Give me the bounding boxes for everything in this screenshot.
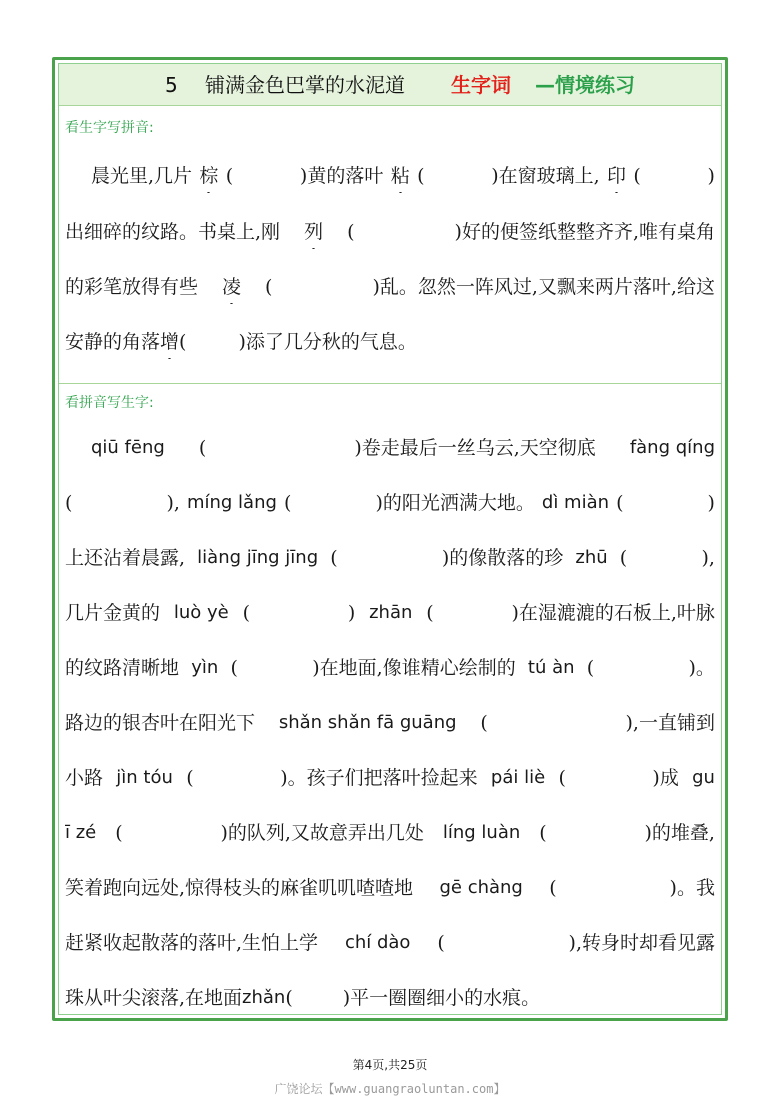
watermark-text: 广饶论坛【www.guangraoluntan.com】 bbox=[274, 1082, 506, 1096]
text-line bbox=[65, 926, 715, 960]
passage-text: )。我 bbox=[669, 877, 715, 899]
worksheet-header bbox=[59, 64, 721, 106]
passage-text: ( bbox=[330, 547, 338, 569]
passage-text: )。 bbox=[688, 657, 715, 679]
pinyin-text: fàng qíng bbox=[629, 437, 715, 458]
passage-text: ),一直铺到 bbox=[625, 712, 715, 734]
worksheet-frame bbox=[52, 57, 728, 1021]
text-line bbox=[65, 541, 715, 575]
tag-context-practice: —情境练习 bbox=[535, 73, 635, 97]
passage-text: ( bbox=[230, 657, 238, 679]
passage-text: ( bbox=[586, 657, 595, 679]
passage-text: 小路 bbox=[65, 767, 104, 789]
passage-text: ( bbox=[179, 331, 187, 353]
section-divider bbox=[59, 383, 721, 384]
passage-text: )的阳光洒满大地。 bbox=[375, 492, 535, 514]
pinyin-text: shǎn shǎn fā guāng bbox=[278, 712, 457, 733]
pinyin-text: gu bbox=[692, 767, 715, 788]
tag-new-words: 生字词 bbox=[451, 73, 511, 97]
passage-text: ) bbox=[347, 602, 356, 624]
passage-text: 的纹路清晰地 bbox=[65, 657, 180, 679]
passage-text: )在地面,像谁精心绘制的 bbox=[312, 657, 516, 679]
passage-text: ( bbox=[242, 602, 251, 624]
page-number: 第4页,共25页 bbox=[352, 1058, 428, 1072]
target-character: 粘 bbox=[391, 159, 410, 193]
passage-text: ( bbox=[265, 276, 273, 298]
passage-text: ( bbox=[616, 492, 624, 514]
passage-text: )的像散落的珍 bbox=[441, 547, 564, 569]
passage-text: ( bbox=[558, 767, 566, 789]
passage-text: )的队列,又故意弄出几处 bbox=[220, 822, 424, 844]
passage-text: ( bbox=[283, 492, 292, 514]
section-label-write-characters: 看拼音写生字: bbox=[65, 395, 154, 411]
pinyin-text: qiū fēng bbox=[91, 437, 165, 458]
passage-text: )平一圈圈细小的水痕。 bbox=[342, 987, 541, 1009]
pinyin-text: ī zé bbox=[65, 822, 97, 843]
passage-text: ( bbox=[65, 492, 73, 514]
passage-text: 几片金黄的 bbox=[65, 602, 161, 624]
pinyin-text: zhān bbox=[369, 602, 413, 623]
passage-text: ( bbox=[186, 767, 194, 789]
pinyin-text: liàng jīng jīng bbox=[197, 547, 319, 568]
passage-text: 出细碎的纹路。书桌上,刚 bbox=[65, 221, 281, 243]
target-character: 列 bbox=[304, 215, 323, 249]
passage-text: ( bbox=[347, 221, 355, 243]
passage-text: ( bbox=[549, 877, 557, 899]
passage-text: 笑着跑向远处,惊得枝头的麻雀叽叽喳喳地 bbox=[65, 877, 414, 899]
text-line bbox=[65, 270, 715, 304]
passage-text: 的彩笔放得有些 bbox=[65, 276, 199, 298]
lesson-number: 5 bbox=[165, 73, 178, 97]
passage-text: ( bbox=[426, 602, 434, 624]
passage-text: )在湿漉漉的石板上,叶脉 bbox=[511, 602, 715, 624]
text-line bbox=[65, 651, 715, 685]
lesson-title: 铺满金色巴掌的水泥道 bbox=[205, 73, 405, 97]
passage-text: 晨光里,几片 bbox=[91, 165, 193, 187]
passage-text: )。孩子们把落叶捡起来 bbox=[280, 767, 478, 789]
passage-text: )好的便签纸整整齐齐,唯有桌角 bbox=[454, 221, 715, 243]
target-character: 印 bbox=[607, 159, 626, 193]
section-label-write-pinyin: 看生字写拼音: bbox=[65, 120, 154, 136]
pinyin-text: dì miàn bbox=[541, 492, 610, 513]
text-line bbox=[65, 159, 715, 193]
passage-text: ) bbox=[707, 165, 715, 187]
passage-text: ( bbox=[437, 932, 445, 954]
target-character: 凌 bbox=[222, 270, 241, 304]
text-line bbox=[65, 816, 715, 850]
passage-text: )黄的落叶 bbox=[299, 165, 384, 187]
text-line bbox=[65, 325, 715, 359]
passage-text: )在窗玻璃上, bbox=[491, 165, 600, 187]
passage-text: ( bbox=[417, 165, 425, 187]
passage-text: )的堆叠, bbox=[644, 822, 715, 844]
passage-text: ( bbox=[480, 712, 488, 734]
passage-text: )卷走最后一丝乌云,天空彻底 bbox=[354, 437, 596, 459]
passage-text: ( bbox=[285, 987, 293, 1009]
text-line bbox=[65, 871, 715, 905]
passage-text: 上还沾着晨露, bbox=[65, 547, 186, 569]
pinyin-text: jìn tóu bbox=[116, 767, 173, 788]
pinyin-text: zhū bbox=[575, 547, 608, 568]
target-character: 增 bbox=[160, 325, 179, 359]
pinyin-text: luò yè bbox=[173, 602, 229, 623]
passage-text: 珠从叶尖滚落,在地面 bbox=[65, 987, 243, 1009]
passage-text: 赶紧收起散落的落叶,生怕上学 bbox=[65, 932, 319, 954]
passage-text: ), bbox=[166, 492, 180, 514]
passage-text: ( bbox=[539, 822, 547, 844]
text-line bbox=[65, 981, 715, 1015]
passage-text: ( bbox=[115, 822, 123, 844]
passage-text: ( bbox=[225, 165, 234, 187]
passage-text: ), bbox=[701, 547, 715, 569]
worksheet-body bbox=[58, 63, 722, 1015]
pinyin-text: pái liè bbox=[490, 767, 546, 788]
passage-text: ) bbox=[707, 492, 715, 514]
passage-text: 安静的角落 bbox=[65, 331, 161, 353]
pinyin-text: zhǎn bbox=[242, 987, 286, 1008]
target-character: 棕 bbox=[199, 159, 218, 193]
text-line bbox=[65, 761, 715, 795]
text-line bbox=[65, 431, 715, 465]
passage-text: ( bbox=[619, 547, 628, 569]
pinyin-text: líng luàn bbox=[442, 822, 521, 843]
passage-text: ( bbox=[633, 165, 641, 187]
passage-text: )成 bbox=[652, 767, 679, 789]
pinyin-text: míng lǎng bbox=[186, 492, 277, 513]
passage-text: )添了几分秋的气息。 bbox=[238, 331, 417, 353]
text-line bbox=[65, 486, 715, 520]
passage-text: ( bbox=[198, 437, 207, 459]
text-line bbox=[65, 596, 715, 630]
text-line bbox=[65, 706, 715, 740]
passage-text: 路边的银杏叶在阳光下 bbox=[65, 712, 256, 734]
passage-text: ),转身时却看见露 bbox=[568, 932, 715, 954]
pinyin-text: yìn bbox=[191, 657, 219, 678]
text-line bbox=[65, 215, 715, 249]
passage-text: )乱。忽然一阵风过,又飘来两片落叶,给这 bbox=[372, 276, 715, 298]
pinyin-text: gē chàng bbox=[439, 877, 523, 898]
pinyin-text: tú àn bbox=[527, 657, 575, 678]
pinyin-text: chí dào bbox=[344, 932, 411, 953]
